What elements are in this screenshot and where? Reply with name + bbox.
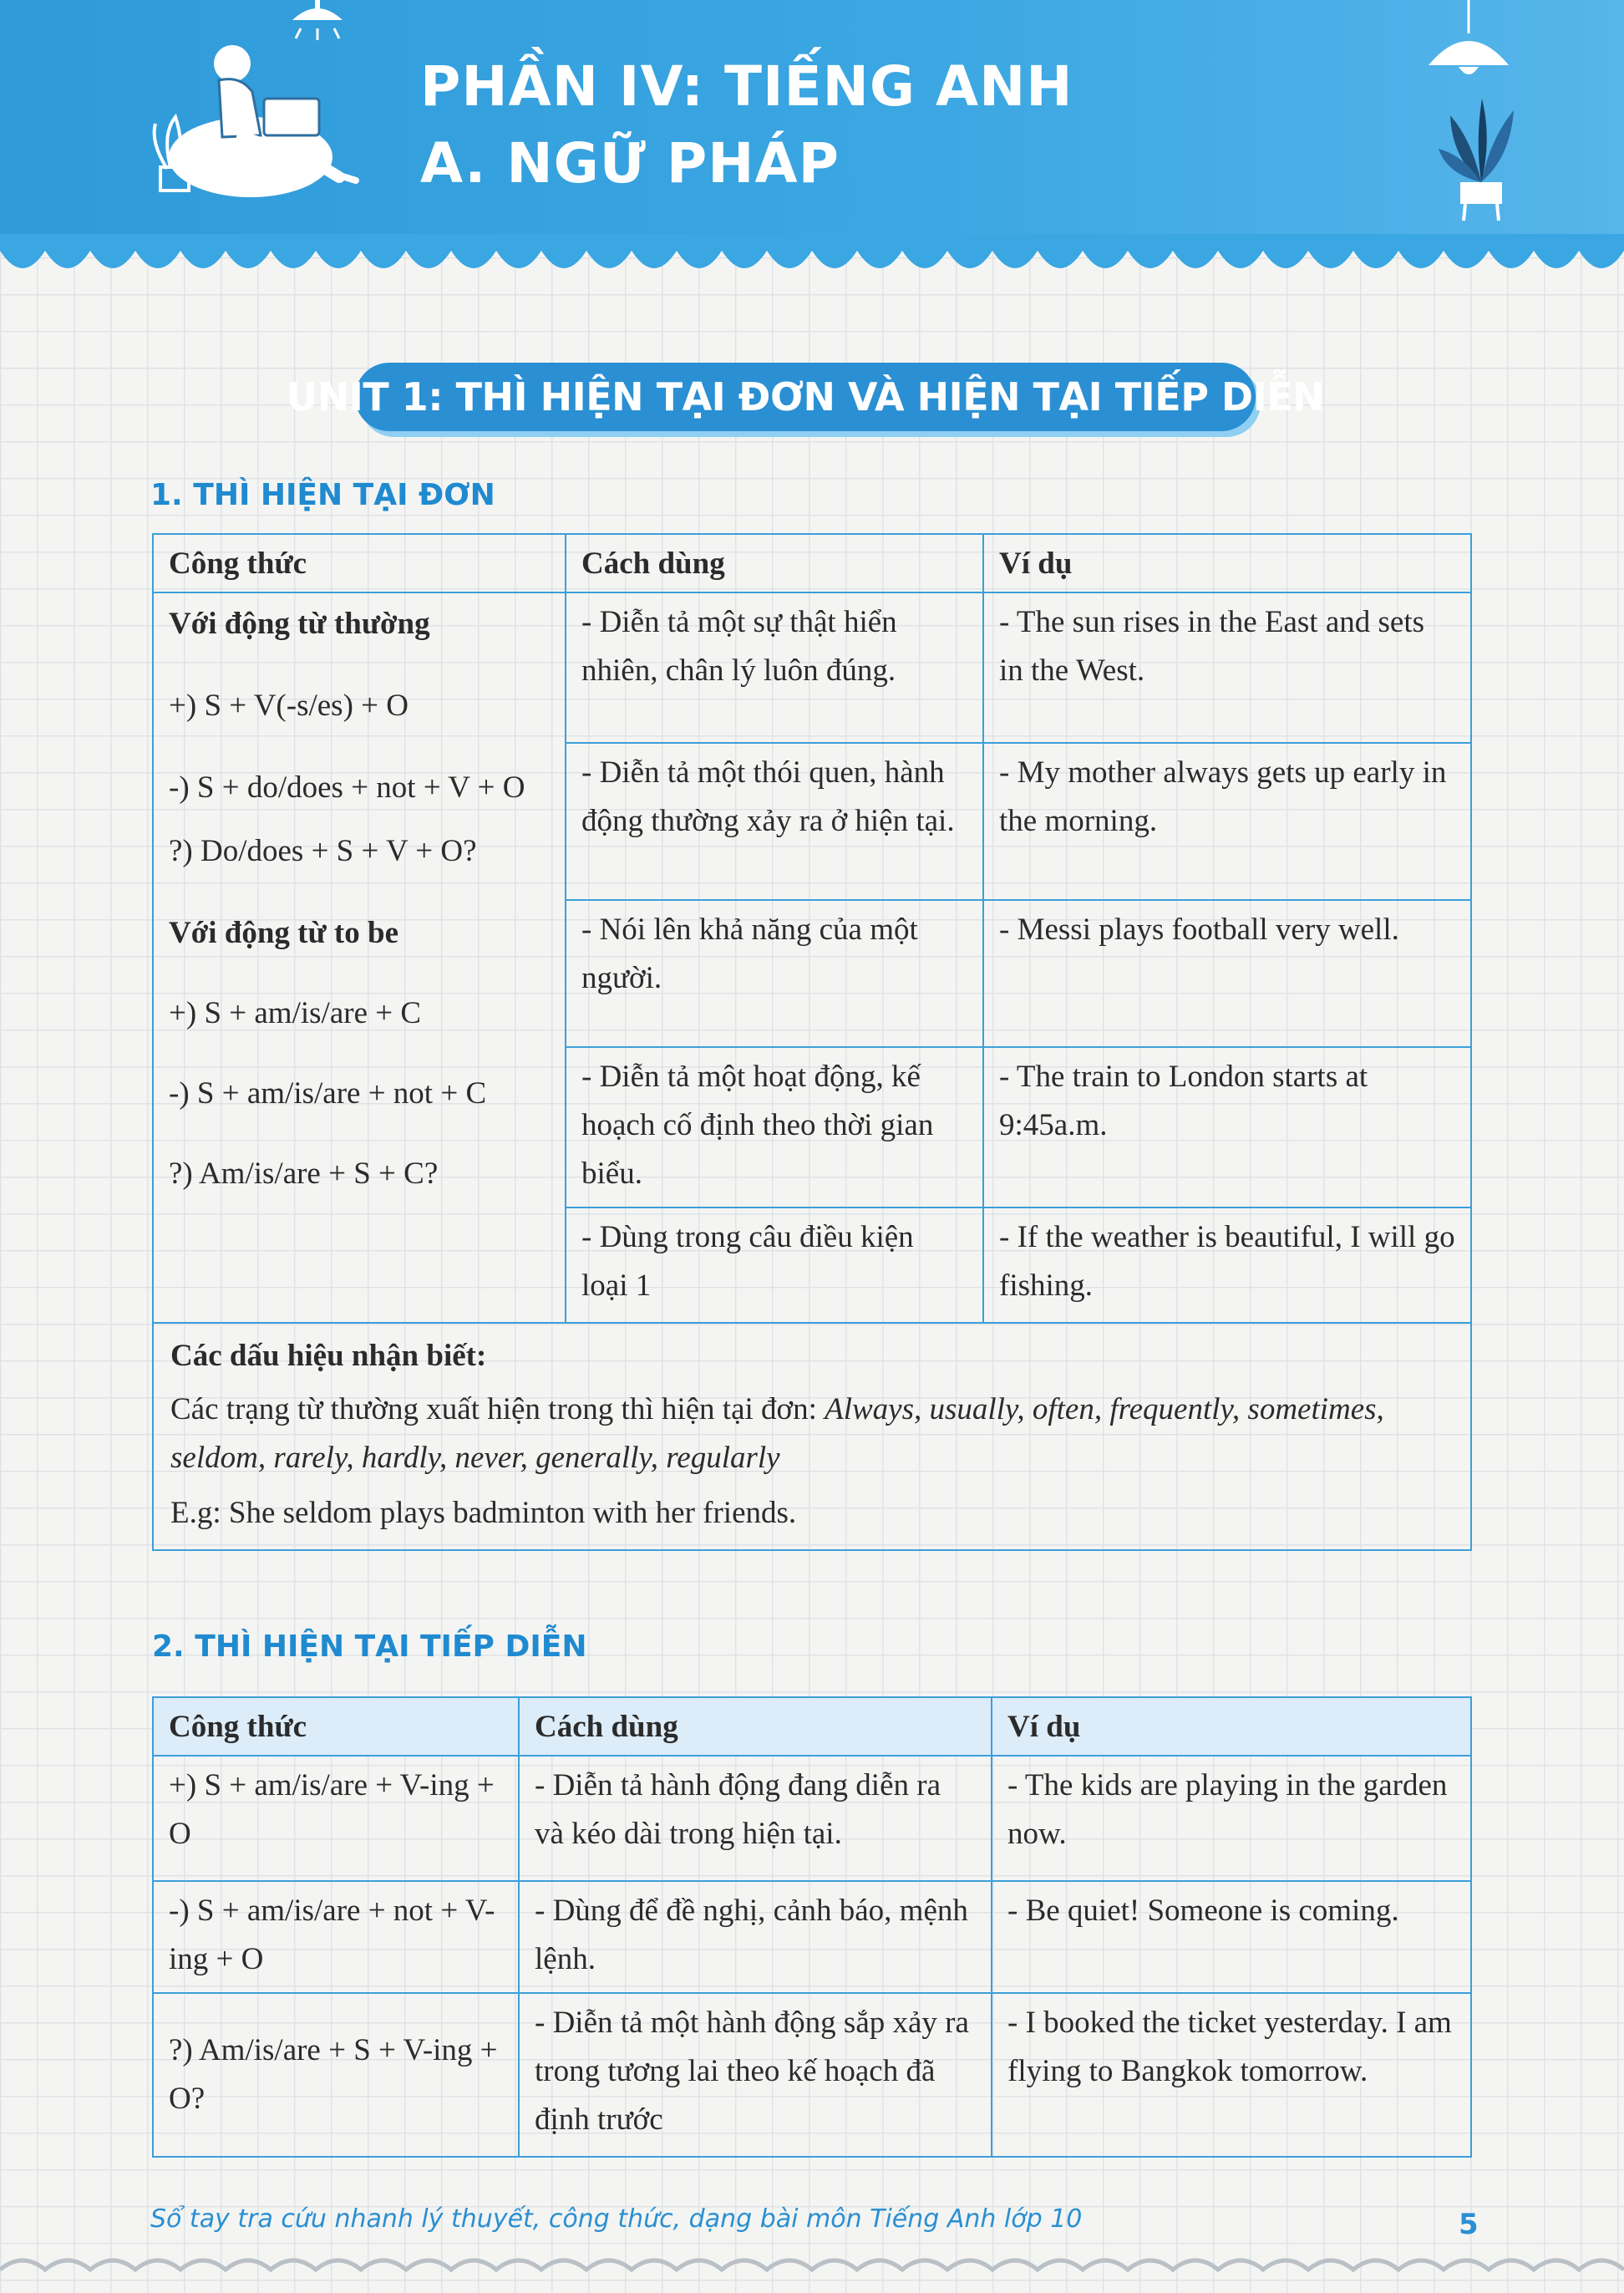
- formula-negative: -) S + do/does + not + V + O: [169, 770, 525, 805]
- table-row: [153, 592, 1471, 743]
- example-cell: - My mother always gets up early in the morning.: [983, 743, 1471, 900]
- usage-cell: - Dùng để đề nghị, cảnh báo, mệnh lệnh.: [519, 1881, 992, 1993]
- section-heading-present-simple: 1. THÌ HIỆN TẠI ĐƠN: [150, 478, 495, 512]
- present-continuous-table: [152, 1696, 1472, 2158]
- formula-tobe-question: ?) Am/is/are + S + C?: [169, 1157, 439, 1191]
- example-cell: - Messi plays football very well.: [983, 900, 1471, 1047]
- table-header-row: [153, 1697, 1471, 1756]
- footer-wave-border: [0, 2245, 1624, 2293]
- example-cell: - I booked the ticket yesterday. I am flying to Bangkok tomorrow.: [992, 1993, 1471, 2157]
- present-simple-table: [152, 533, 1472, 1551]
- usage-cell: - Diễn tả một hoạt động, kế hoạch cố định theo thời gian biểu.: [566, 1047, 983, 1208]
- page-title: [420, 48, 1073, 202]
- potted-plant-icon: [1435, 90, 1527, 224]
- header-formula: Công thức: [153, 1697, 519, 1756]
- signs-title: Các dấu hiệu nhận biết:: [170, 1339, 487, 1373]
- ceiling-lamp-icon: [1410, 0, 1527, 92]
- page-number: 5: [1459, 2208, 1479, 2241]
- header-wave-border: [0, 234, 1624, 292]
- footer-book-title: Sổ tay tra cứu nhanh lý thuyết, công thức, dạng bài môn Tiếng Anh lớp 10: [150, 2204, 1083, 2234]
- section-title-grammar: A. NGỮ PHÁP: [420, 131, 840, 196]
- example-cell: - Be quiet! Someone is coming.: [992, 1881, 1471, 1993]
- table-header-row: [153, 534, 1471, 592]
- formula-affirmative: +) S + V(-s/es) + O: [169, 689, 409, 723]
- formula-cell: ?) Am/is/are + S + V-ing + O?: [153, 1993, 519, 2157]
- formula-tobe-negative: -) S + am/is/are + not + C: [169, 1076, 487, 1111]
- signs-row: [153, 1323, 1471, 1550]
- example-cell: - If the weather is beautiful, I will go fishing.: [983, 1208, 1471, 1323]
- formula-heading-regular: Với động từ thường: [169, 607, 430, 641]
- section-heading-present-continuous: 2. THÌ HIỆN TẠI TIẾP DIỄN: [152, 1630, 587, 1664]
- header-example: Ví dụ: [992, 1697, 1471, 1756]
- formula-question: ?) Do/does + S + V + O?: [169, 834, 477, 868]
- part-title: PHẦN IV: TIẾNG ANH: [420, 54, 1073, 119]
- unit-banner: UNIT 1: THÌ HIỆN TẠI ĐƠN VÀ HIỆN TẠI TIẾP DIỄN: [355, 363, 1256, 431]
- usage-cell: - Nói lên khả năng của một người.: [566, 900, 983, 1047]
- example-cell: - The sun rises in the East and sets in the West.: [983, 592, 1471, 743]
- signs-adverbs: Always, usually, often, frequently, sometimes, seldom, rarely, hardly, never, generally, regularly: [170, 1392, 1384, 1475]
- header-example: Ví dụ: [983, 534, 1471, 592]
- table-row: [153, 1993, 1471, 2157]
- header-usage: Cách dùng: [519, 1697, 992, 1756]
- usage-cell: - Diễn tả hành động đang diễn ra và kéo dài trong hiện tại.: [519, 1756, 992, 1881]
- header-usage: Cách dùng: [566, 534, 983, 592]
- signs-example: E.g: She seldom plays badminton with her friends.: [170, 1496, 797, 1530]
- formula-cell: [153, 592, 566, 1323]
- usage-cell: - Dùng trong câu điều kiện loại 1: [566, 1208, 983, 1323]
- usage-cell: - Diễn tả một hành động sắp xảy ra trong tương lai theo kế hoạch đã định trước: [519, 1993, 992, 2157]
- example-cell: - The kids are playing in the garden now.: [992, 1756, 1471, 1881]
- usage-cell: - Diễn tả một thói quen, hành động thường xảy ra ở hiện tại.: [566, 743, 983, 900]
- signs-cell: [153, 1323, 1471, 1550]
- formula-cell: -) S + am/is/are + not + V-ing + O: [153, 1881, 519, 1993]
- formula-cell: +) S + am/is/are + V-ing + O: [153, 1756, 519, 1881]
- formula-heading-tobe: Với động từ to be: [169, 916, 398, 950]
- usage-cell: - Diễn tả một sự thật hiển nhiên, chân lý luôn đúng.: [566, 592, 983, 743]
- example-cell: - The train to London starts at 9:45a.m.: [983, 1047, 1471, 1208]
- table-row: [153, 1881, 1471, 1993]
- table-row: [153, 1756, 1471, 1881]
- student-laptop-illustration: [142, 33, 368, 209]
- signs-description: [170, 1385, 1454, 1482]
- header-formula: Công thức: [153, 534, 566, 592]
- signs-intro: Các trạng từ thường xuất hiện trong thì hiện tại đơn:: [170, 1392, 825, 1426]
- formula-tobe-affirmative: +) S + am/is/are + C: [169, 996, 422, 1030]
